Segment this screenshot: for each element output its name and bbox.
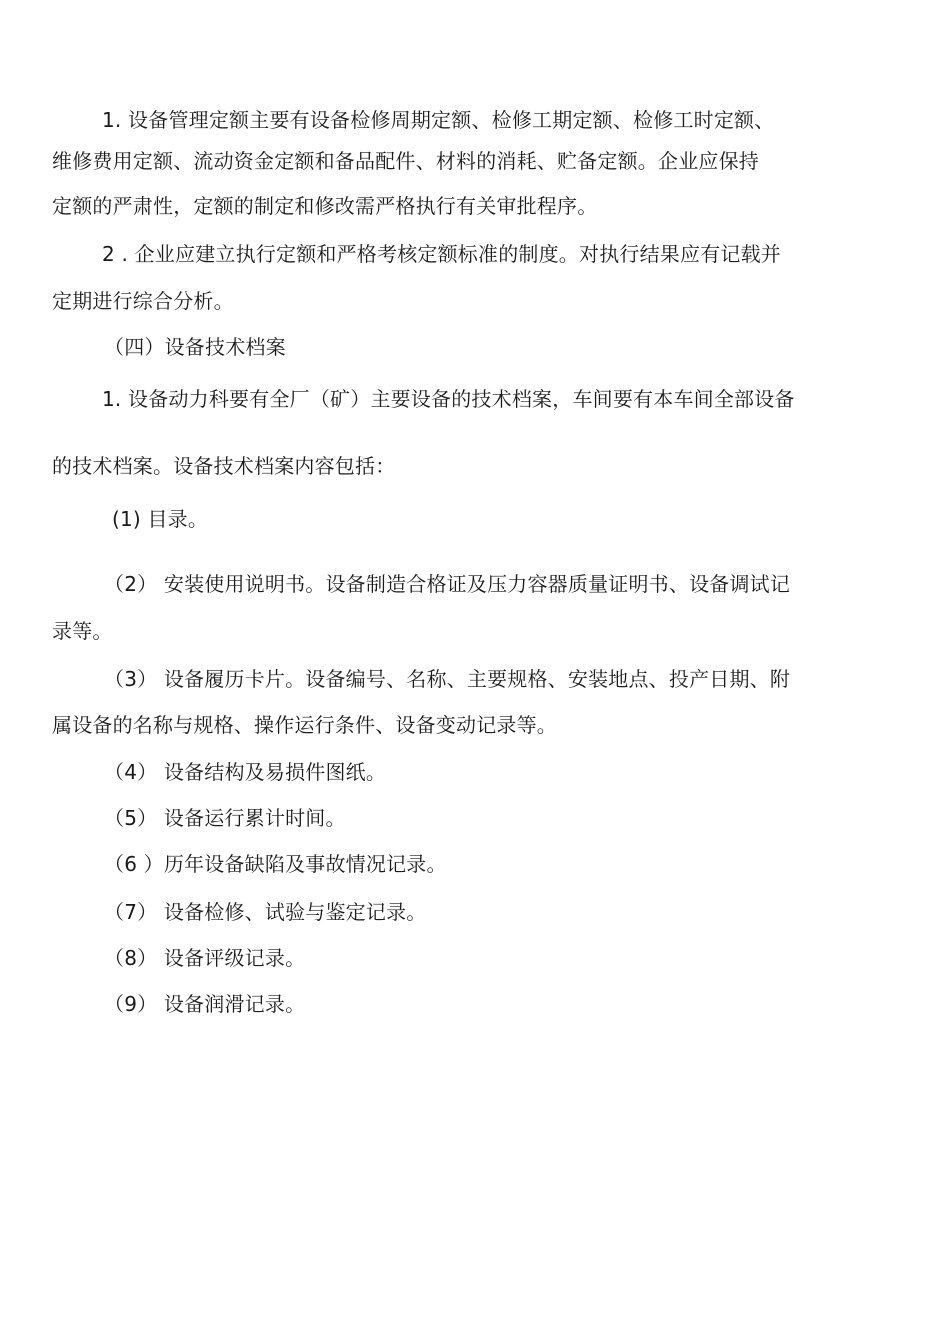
text-line: 1. 设备动力科要有全厂（矿）主要设备的技术档案，车间要有本车间全部设备 — [102, 387, 795, 411]
list-item: （2） 安装使用说明书。设备制造合格证及压力容器质量证明书、设备调试记 — [104, 572, 791, 596]
list-item: （3） 设备履历卡片。设备编号、名称、主要规格、安装地点、投产日期、附 — [104, 667, 791, 691]
section-heading: （四）设备技术档案 — [104, 335, 286, 359]
text-line: 2 . 企业应建立执行定额和严格考核定额标准的制度。对执行结果应有记载并 — [102, 242, 781, 266]
text-line: 的技术档案。设备技术档案内容包括： — [52, 454, 396, 478]
list-item: （7） 设备检修、试验与鉴定记录。 — [104, 900, 427, 924]
list-item: （5） 设备运行累计时间。 — [104, 806, 346, 830]
text-line: 定额的严肃性，定额的制定和修改需严格执行有关审批程序。 — [52, 194, 598, 218]
list-item: （4） 设备结构及易损件图纸。 — [104, 760, 387, 784]
list-item: (1) 目录。 — [112, 507, 209, 531]
list-item: （6 ）历年设备缺陷及事故情况记录。 — [104, 852, 447, 876]
text-line: 属设备的名称与规格、操作运行条件、设备变动记录等。 — [52, 713, 557, 737]
list-item: （8） 设备评级记录。 — [104, 946, 306, 970]
text-line: 维修费用定额、流动资金定额和备品配件、材料的消耗、贮备定额。企业应保持 — [52, 149, 759, 173]
text-line: 录等。 — [52, 619, 113, 643]
text-line: 1. 设备管理定额主要有设备检修周期定额、检修工期定额、检修工时定额、 — [102, 108, 775, 132]
list-item: （9） 设备润滑记录。 — [104, 992, 306, 1016]
text-line: 定期进行综合分析。 — [52, 289, 234, 313]
